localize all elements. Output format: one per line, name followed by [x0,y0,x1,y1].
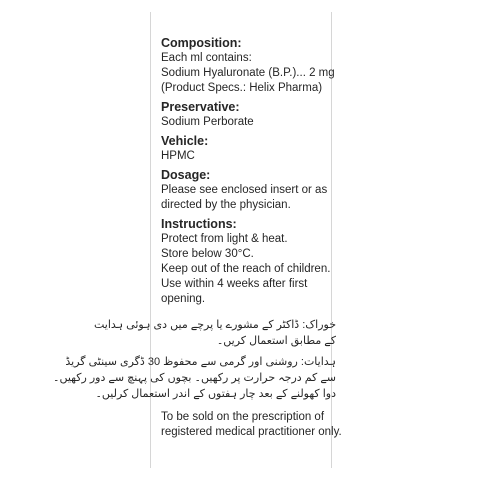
dosage-heading: Dosage: [161,168,211,182]
urdu-instructions-line: سے کم درجہ حرارت پر رکھیں۔ بچوں کی پہنچ سے دور رکھیں۔ [53,372,336,384]
instructions-line: Use within 4 weeks after first [161,278,308,290]
instructions-line: opening. [161,293,206,305]
urdu-dosage-line: خوراک: ڈاکٹر کے مشورے یا پرچے میں دی ہوئی ہدایت [93,319,336,331]
vehicle-section [161,134,336,164]
composition-section [161,36,336,96]
preservative-value: Sodium Perborate [161,116,254,128]
composition-line: (Product Specs.: Helix Pharma) [161,82,323,94]
instructions-line: Keep out of the reach of children. [161,263,331,275]
instructions-section [161,217,336,307]
urdu-section [53,317,336,402]
label-content [53,36,342,444]
composition-heading: Composition: [161,36,242,50]
instructions-heading: Instructions: [161,217,237,231]
preservative-heading: Preservative: [161,100,240,114]
composition-line: Each ml contains: [161,52,252,64]
urdu-instructions-line: دوا کھولنے کے بعد چار ہفتوں کے اندر استعمال کرلیں۔ [95,388,336,400]
composition-line: Sodium Hyaluronate (B.P.)... 2 mg [161,67,335,79]
footer-section [161,410,342,440]
vehicle-heading: Vehicle: [161,134,209,148]
preservative-section [161,100,336,130]
dosage-section [161,168,336,213]
instructions-line: Protect from light & heat. [161,233,288,245]
dosage-line: directed by the physician. [161,199,291,211]
urdu-instructions-line: ہدایات: روشنی اور گرمی سے محفوظ 30 ڈگری سینٹی گریڈ [65,356,336,368]
footer-line: registered medical practitioner only. [161,426,342,438]
vehicle-value: HPMC [161,150,195,162]
instructions-line: Store below 30°C. [161,248,254,260]
footer-line: To be sold on the prescription of [161,411,325,423]
dosage-line: Please see enclosed insert or as [161,184,328,196]
urdu-dosage-line: کے مطابق استعمال کریں۔ [216,335,336,347]
